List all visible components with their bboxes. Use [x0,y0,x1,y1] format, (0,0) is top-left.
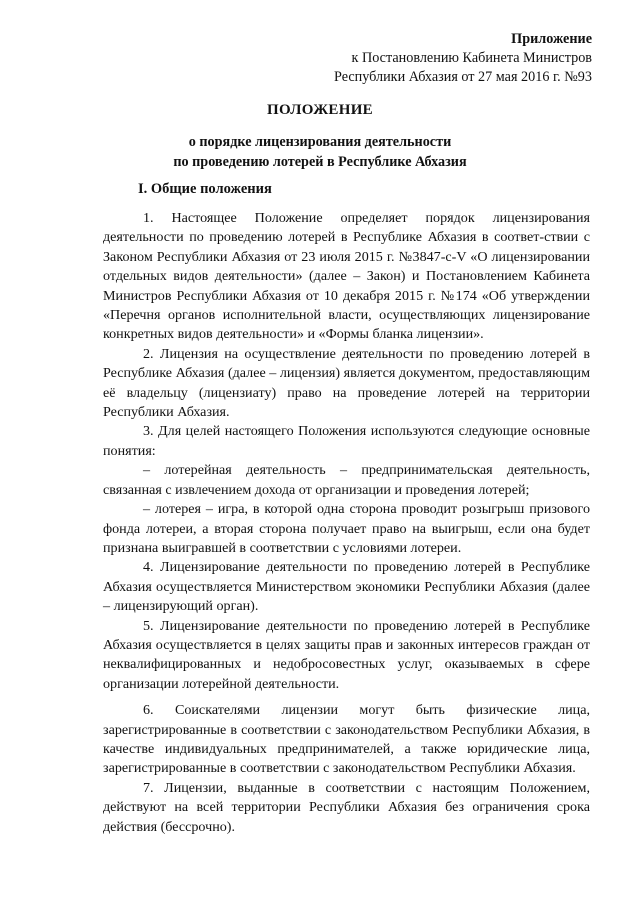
document-subtitle [0,133,640,172]
paragraph-3: 3. Для целей настоящего Положения используются следующие основные понятия: [103,423,590,459]
document-body [103,209,590,837]
paragraph-2: 2. Лицензия на осуществление деятельности по проведению лотерей в Республике Абхазия (далее – лицензия) является документом, предоставляющим её владельцу (лицензиату) право на проведение лотерей на территории Республики Абхазия. [103,345,590,421]
paragraph-4: 4. Лицензирование деятельности по проведению лотерей в Республике Абхазия осуществляется Министерством экономики Республики Абхазия (далее – лицензирующий орган). [103,559,590,615]
annex-title: Приложение [511,31,592,47]
annex-block [334,30,592,87]
paragraph-6: 6. Соискателями лицензии могут быть физические лица, зарегистрированные в соответствии с законодательством Республики Абхазия, в качестве индивидуальных предпринимателей, а также юридические лица, зарегистрированные в соответствии с законодательством Республики Абхазия. [103,702,590,777]
annex-line-1: к Постановлению Кабинета Министров [351,50,592,66]
subtitle-line-1: о порядке лицензирования деятельности [188,134,452,150]
definition-lottery: – лотерея – игра, в которой одна сторона проводит розыгрыш призового фонда лотереи, а вторая сторона получает право на выигрыш, если она будет признана выигравшей в соответствии с условиями лотереи. [103,501,590,556]
paragraph-7: 7. Лицензии, выданные в соответствии с настоящим Положением, действуют на всей территории Республики Абхазия без ограничения срока действия (бессрочно). [103,779,590,835]
section-heading: I. Общие положения [138,181,272,197]
annex-line-2: Республики Абхазия от 27 мая 2016 г. №93 [334,69,592,85]
paragraph-1: 1. Настоящее Положение определяет порядок лицензирования деятельности по проведению лотерей в Республике Абхазия в соответ-ствии с Законом Республики Абхазия от 23 июля 2015 г. №3847-с-V «О лицензировании отдельных видов деятельности» (далее – Закон) и Постановлением Кабинета Министров Республики Абхазия от 10 декабря 2015 г. №174 «Об утверждении «Перечня органов исполнительной власти, осуществляющих лицензирование конкретных видов деятельности» и «Формы бланка лицензии». [103,210,590,343]
document-title: ПОЛОЖЕНИЕ [267,102,373,118]
paragraph-5: 5. Лицензирование деятельности по проведению лотерей в Республике Абхазия осуществляется в целях защиты прав и законных интересов граждан от неквалифицированных и недобросовестных услуг, оказываемых в сфере организации лотерейной деятельности. [103,617,590,692]
definition-lottery-activity: – лотерейная деятельность – предпринимательская деятельность, связанная с извлечением дохода от организации и проведения лотерей; [103,462,590,498]
subtitle-line-2: по проведению лотерей в Республике Абхазия [173,153,467,170]
